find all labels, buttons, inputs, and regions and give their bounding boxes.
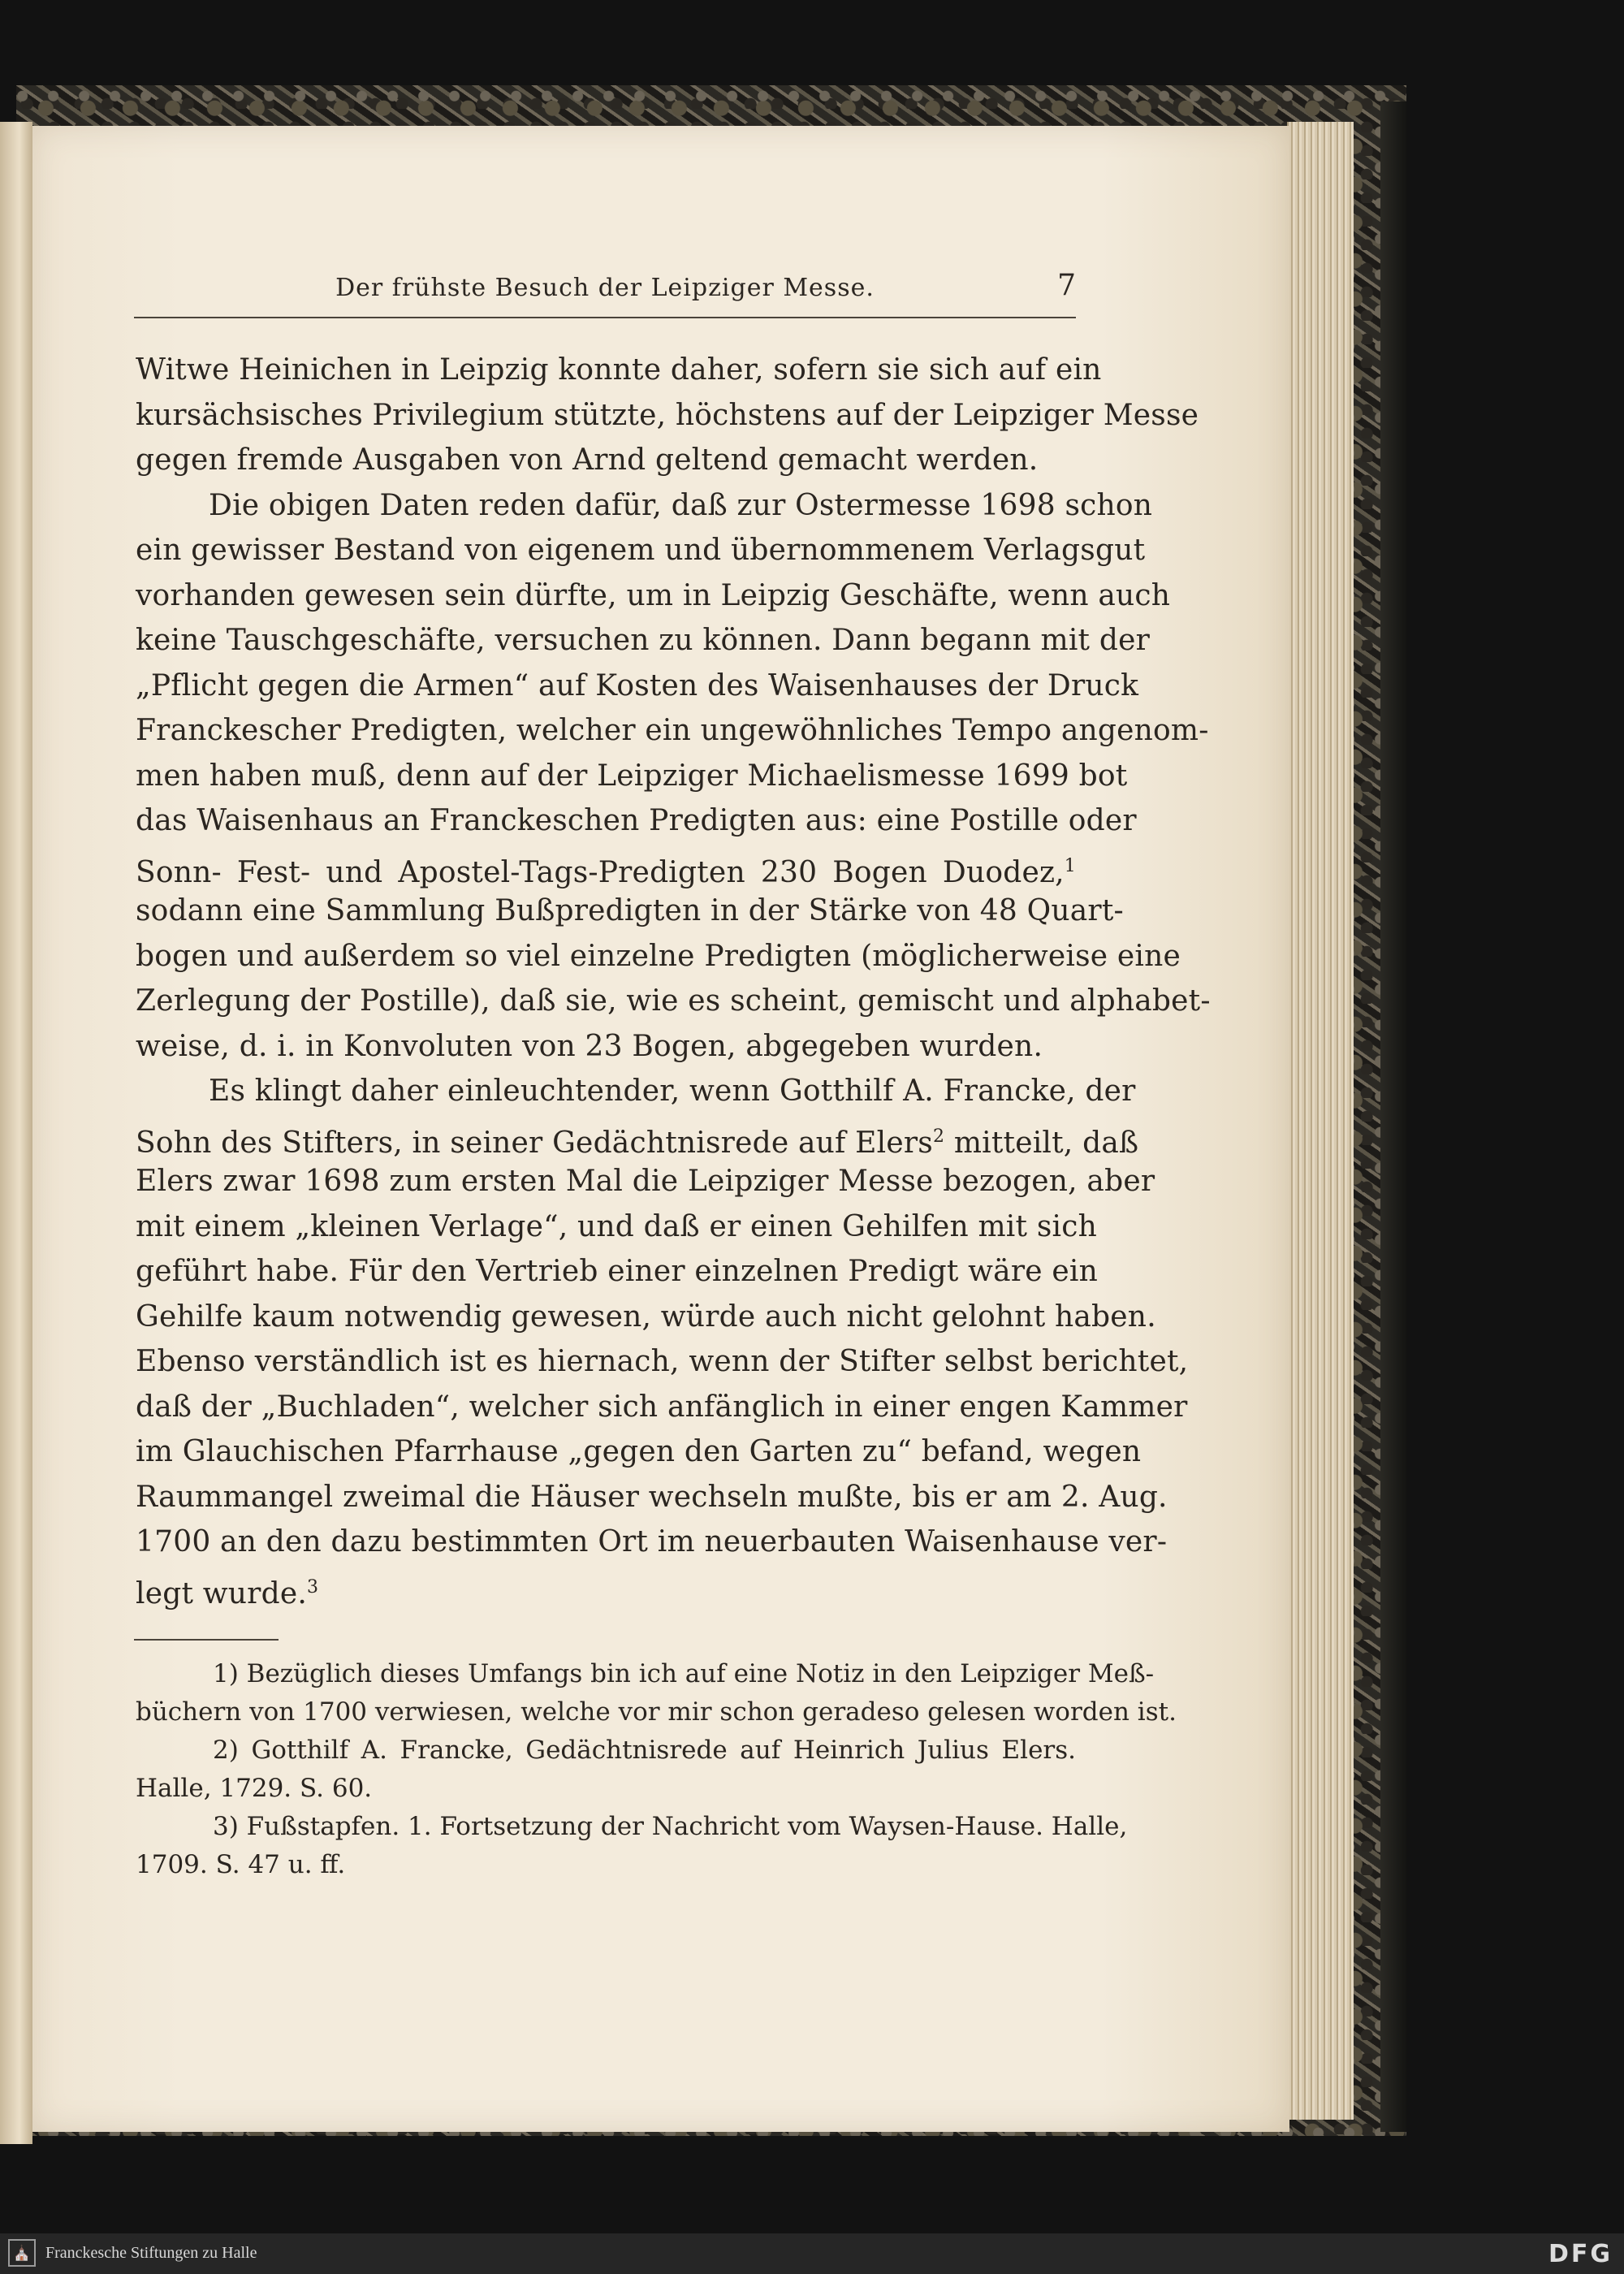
text-line: vorhanden gewesen sein dürfte, um in Leipzig Geschäfte, wenn auch bbox=[136, 578, 1171, 612]
text-line: das Waisenhaus an Franckeschen Predigten aus: eine Postille oder bbox=[136, 804, 1137, 837]
text-line: Raummangel zweimal die Häuser wechseln mußte, bis er am 2. Aug. bbox=[136, 1480, 1168, 1514]
text-line: Sonn- Fest- und Apostel-Tags-Predigten 230 Bogen Duodez, bbox=[136, 855, 1065, 889]
running-title: Der frühste Besuch der Leipziger Messe. bbox=[335, 274, 875, 302]
text-line: gegen fremde Ausgaben von Arnd geltend gemacht werden. bbox=[136, 443, 1039, 477]
footnote-line: 1709. S. 47 u. ff. bbox=[136, 1850, 346, 1879]
text-line: ein gewisser Bestand von eigenem und übernommenem Verlagsgut bbox=[136, 534, 1146, 567]
text-line: Gehilfe kaum notwendig gewesen, würde auch nicht gelohnt haben. bbox=[136, 1299, 1156, 1334]
text-line: Franckescher Predigten, welcher ein ungewöhnliches Tempo angenom- bbox=[136, 714, 1209, 747]
text-line-with-ref bbox=[136, 1565, 1076, 1610]
text-line: Witwe Heinichen in Leipzig konnte daher, sofern sie sich auf ein bbox=[136, 353, 1102, 387]
header-rule bbox=[134, 317, 1076, 318]
page-block-edges bbox=[1287, 122, 1354, 2120]
text-line: kursächsisches Privilegium stützte, höchstens auf der Leipziger Messe bbox=[136, 398, 1199, 432]
text-line-with-ref bbox=[136, 844, 1076, 889]
page-header bbox=[134, 269, 1076, 313]
text-line: Ebenso verständlich ist es hiernach, wenn der Stifter selbst berichtet, bbox=[136, 1345, 1189, 1378]
institution-logo-icon: ⛪ bbox=[8, 2239, 36, 2267]
text-line: bogen und außerdem so viel einzelne Predigten (möglicherweise eine bbox=[136, 939, 1181, 973]
page-number: 7 bbox=[1057, 269, 1076, 302]
text-line: keine Tauschgeschäfte, versuchen zu können. Dann begann mit der bbox=[136, 624, 1151, 657]
text-line: Es klingt daher einleuchtender, wenn Gotthilf A. Francke, der bbox=[209, 1074, 1136, 1108]
footnote-ref-1: 1 bbox=[1064, 855, 1076, 876]
cover-edge bbox=[1380, 102, 1406, 2132]
footnote-line: Halle, 1729. S. 60. bbox=[136, 1774, 373, 1803]
text-line: im Glauchischen Pfarrhause „gegen den Garten zu“ befand, wegen bbox=[136, 1435, 1142, 1468]
footnotes bbox=[136, 1655, 1177, 1884]
footnote-ref-3: 3 bbox=[306, 1576, 319, 1597]
text-line: Elers zwar 1698 zum ersten Mal die Leipziger Messe bezogen, aber bbox=[136, 1165, 1155, 1198]
text-line: Zerlegung der Postille), daß sie, wie es scheint, gemischt und alphabet- bbox=[136, 984, 1211, 1018]
footnote-line: büchern von 1700 verwiesen, welche vor mir schon geradeso gelesen worden ist. bbox=[136, 1697, 1177, 1727]
text-line: men haben muß, denn auf der Leipziger Michaelismesse 1699 bot bbox=[136, 759, 1128, 793]
text-line: „Pflicht gegen die Armen“ auf Kosten des Waisenhauses der Druck bbox=[136, 668, 1139, 703]
text-line: weise, d. i. in Konvoluten von 23 Bogen, abgegeben wurden. bbox=[136, 1029, 1043, 1063]
text-line: geführt habe. Für den Vertrieb einer einzelnen Predigt wäre ein bbox=[136, 1255, 1098, 1288]
dfg-logo: DFG bbox=[1548, 2240, 1613, 2268]
text-line: 1700 an den dazu bestimmten Ort im neuerbauten Waisenhause ver- bbox=[136, 1525, 1168, 1559]
footnote-ref-2: 2 bbox=[932, 1126, 945, 1147]
footnote-line: 2) Gotthilf A. Francke, Gedächtnisrede auf Heinrich Julius Elers. bbox=[213, 1736, 1076, 1765]
facing-page-edge bbox=[0, 122, 32, 2144]
footnote-line: 3) Fußstapfen. 1. Fortsetzung der Nachricht vom Waysen-Hause. Halle, bbox=[213, 1812, 1128, 1841]
text-line: daß der „Buchladen“, welcher sich anfänglich in einer engen Kammer bbox=[136, 1390, 1188, 1424]
text-line-with-ref bbox=[136, 1114, 1139, 1160]
footnote-rule bbox=[134, 1639, 279, 1641]
text-line-continuation: mitteilt, daß bbox=[944, 1126, 1139, 1160]
text-line: sodann eine Sammlung Bußpredigten in der Stärke von 48 Quart- bbox=[136, 894, 1124, 927]
body-text bbox=[136, 348, 1211, 1610]
text-line: Die obigen Daten reden dafür, daß zur Ostermesse 1698 schon bbox=[209, 488, 1153, 522]
footnote-line: 1) Bezüglich dieses Umfangs bin ich auf eine Notiz in den Leipziger Meß- bbox=[213, 1659, 1155, 1688]
text-line: legt wurde. bbox=[136, 1576, 307, 1610]
text-line: mit einem „kleinen Verlage“, und daß er einen Gehilfen mit sich bbox=[136, 1209, 1097, 1243]
institution-name: Franckesche Stiftungen zu Halle bbox=[45, 2244, 257, 2262]
viewer-footer-bar bbox=[0, 2233, 1624, 2274]
text-line: Sohn des Stifters, in seiner Gedächtnisrede auf Elers bbox=[136, 1126, 933, 1160]
